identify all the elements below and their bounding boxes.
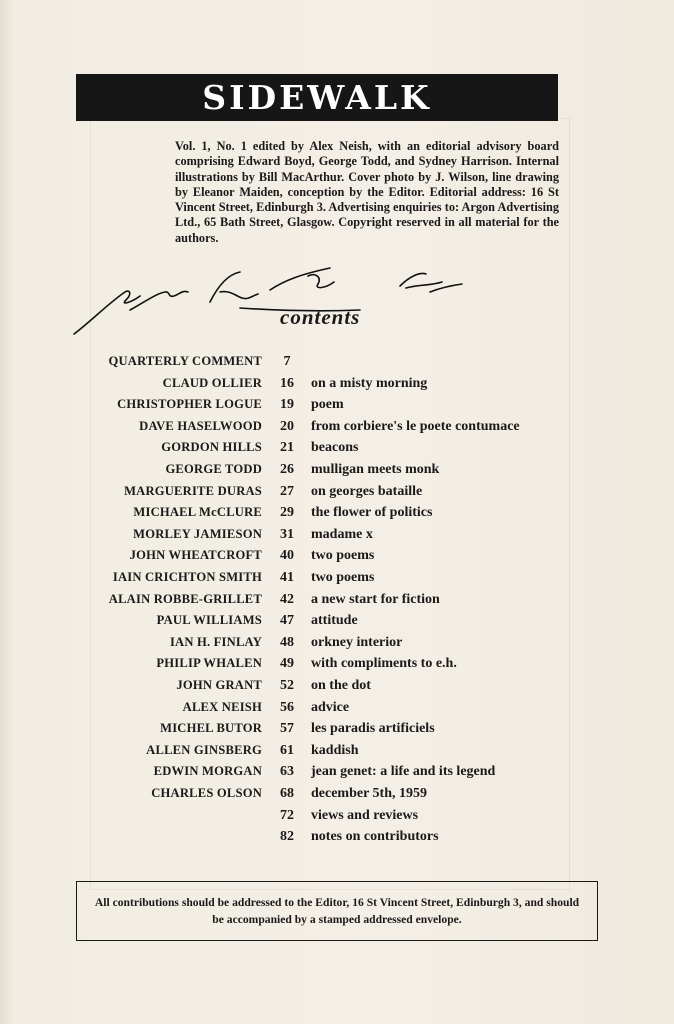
contents-page-number: 21 xyxy=(280,440,294,456)
contents-title: views and reviews xyxy=(311,807,419,823)
contents-entry xyxy=(0,808,674,829)
contents-page-number: 27 xyxy=(280,483,294,499)
contents-entry xyxy=(0,376,674,397)
contents-page-number: 52 xyxy=(280,678,294,693)
contents-page-number: 48 xyxy=(280,634,294,650)
contents-title: jean genet: a life and its legend xyxy=(311,764,496,780)
contents-title: advice xyxy=(311,699,350,715)
contents-entry xyxy=(0,397,674,418)
contents-author: DAVE HASELWOOD xyxy=(139,418,262,433)
contents-author: CHRISTOPHER LOGUE xyxy=(117,397,262,412)
contents-page-number: 40 xyxy=(280,548,294,564)
contents-title: kaddish xyxy=(311,742,359,758)
contents-title: madame x xyxy=(311,526,373,542)
contents-page-number: 26 xyxy=(280,462,294,477)
contents-title: on a misty morning xyxy=(311,375,428,391)
contents-title: with compliments to e.h. xyxy=(311,656,457,672)
contents-entry xyxy=(0,743,674,764)
contents-entry xyxy=(0,829,674,850)
contents-title: a new start for fiction xyxy=(311,591,440,607)
editorial-credits: Vol. 1, No. 1 edited by Alex Neish, with an editorial advisory board comprising Edward Boyd, George Todd, and Sydney Harrison. Internal illustrations by Bill MacArthur. Cover photo by J. Wilson, line drawing by Eleanor Maiden, conception by the Editor. Editorial address: 16 St Vincent Street, Edinburgh 3. Advertising enquiries to: Argon Advertising Ltd., 65 Bath Street, Glasgow. Copyright reserved in all material for the authors. xyxy=(175,139,559,245)
contents-entry xyxy=(0,505,674,526)
contents-author: MICHEL BUTOR xyxy=(160,721,262,736)
contents-page-number: 20 xyxy=(280,418,294,434)
contents-title: notes on contributors xyxy=(311,829,439,845)
contents-author: IAIN CRICHTON SMITH xyxy=(112,570,262,584)
contents-entry xyxy=(0,764,674,785)
contents-author: QUARTERLY COMMENT xyxy=(108,354,262,368)
contents-heading: contents xyxy=(280,305,361,329)
contents-author: PAUL WILLIAMS xyxy=(156,613,262,628)
contents-page-number: 41 xyxy=(280,570,294,585)
contents-author: EDWIN MORGAN xyxy=(153,764,262,779)
contents-author: JOHN WHEATCROFT xyxy=(129,548,262,563)
contents-entry xyxy=(0,354,674,375)
contents-title: attitude xyxy=(311,613,358,629)
contents-title: from corbiere's le poete contumace xyxy=(311,418,520,434)
contents-entry xyxy=(0,419,674,440)
contents-entry xyxy=(0,548,674,569)
contents-page-number: 49 xyxy=(280,656,294,672)
submission-notice-text: All contributions should be addressed to the Editor, 16 St Vincent Street, Edinburgh 3, and should be accompanied by a stamped addressed envelope. xyxy=(94,896,580,926)
contents-title: les paradis artificiels xyxy=(311,721,435,737)
contents-author: MORLEY JAMIESON xyxy=(133,526,262,541)
contents-entry xyxy=(0,462,674,483)
contents-title: on the dot xyxy=(311,678,371,693)
editor-signature xyxy=(70,262,490,342)
contents-page-number: 29 xyxy=(280,505,294,521)
masthead-banner xyxy=(76,74,558,121)
contents-entry xyxy=(0,484,674,505)
contents-author: PHILIP WHALEN xyxy=(156,656,262,671)
contents-page-number: 42 xyxy=(280,591,294,607)
contents-entry xyxy=(0,440,674,461)
contents-page-number: 56 xyxy=(280,699,294,715)
contents-title: poem xyxy=(311,397,344,413)
contents-author: GORDON HILLS xyxy=(161,440,262,455)
contents-entry xyxy=(0,678,674,699)
contents-author: ALEX NEISH xyxy=(182,699,262,714)
contents-title: orkney interior xyxy=(311,634,403,650)
contents-title: beacons xyxy=(311,440,359,456)
contents-author: ALAIN ROBBE-GRILLET xyxy=(108,591,262,606)
masthead-title: SIDEWALK xyxy=(202,78,432,117)
contents-page-number: 68 xyxy=(280,786,294,801)
contents-author: CLAUD OLLIER xyxy=(162,375,262,390)
contents-page-number: 57 xyxy=(280,721,294,737)
contents-page-number: 61 xyxy=(280,742,294,758)
contents-author: MARGUERITE DURAS xyxy=(124,483,262,498)
contents-entry xyxy=(0,527,674,548)
contents-entry xyxy=(0,592,674,613)
contents-title: december 5th, 1959 xyxy=(311,786,427,801)
contents-entry xyxy=(0,721,674,742)
contents-title: two poems xyxy=(311,548,375,564)
contents-author: GEORGE TODD xyxy=(165,462,262,476)
contents-author: ALLEN GINSBERG xyxy=(146,742,262,757)
submission-notice-box xyxy=(76,881,598,941)
contents-page-number: 16 xyxy=(280,375,294,391)
contents-title: on georges bataille xyxy=(311,483,423,499)
contents-entry xyxy=(0,635,674,656)
contents-page-number: 47 xyxy=(280,613,294,629)
contents-page-number: 7 xyxy=(283,354,291,369)
contents-entry xyxy=(0,613,674,634)
contents-page-number: 82 xyxy=(280,829,294,845)
contents-title: two poems xyxy=(311,570,375,585)
contents-entry xyxy=(0,656,674,677)
contents-page-number: 19 xyxy=(280,397,294,413)
contents-author: JOHN GRANT xyxy=(176,678,262,692)
contents-page-number: 31 xyxy=(280,526,294,542)
contents-author: MICHAEL McCLURE xyxy=(133,505,262,520)
contents-page-number: 72 xyxy=(280,807,294,823)
contents-title: the flower of politics xyxy=(311,505,433,521)
contents-page-number: 63 xyxy=(280,764,294,780)
contents-entry xyxy=(0,570,674,591)
contents-author: IAN H. FINLAY xyxy=(169,634,262,649)
contents-entry xyxy=(0,786,674,807)
contents-author: CHARLES OLSON xyxy=(151,786,262,800)
contents-title: mulligan meets monk xyxy=(311,462,440,477)
contents-entry xyxy=(0,700,674,721)
